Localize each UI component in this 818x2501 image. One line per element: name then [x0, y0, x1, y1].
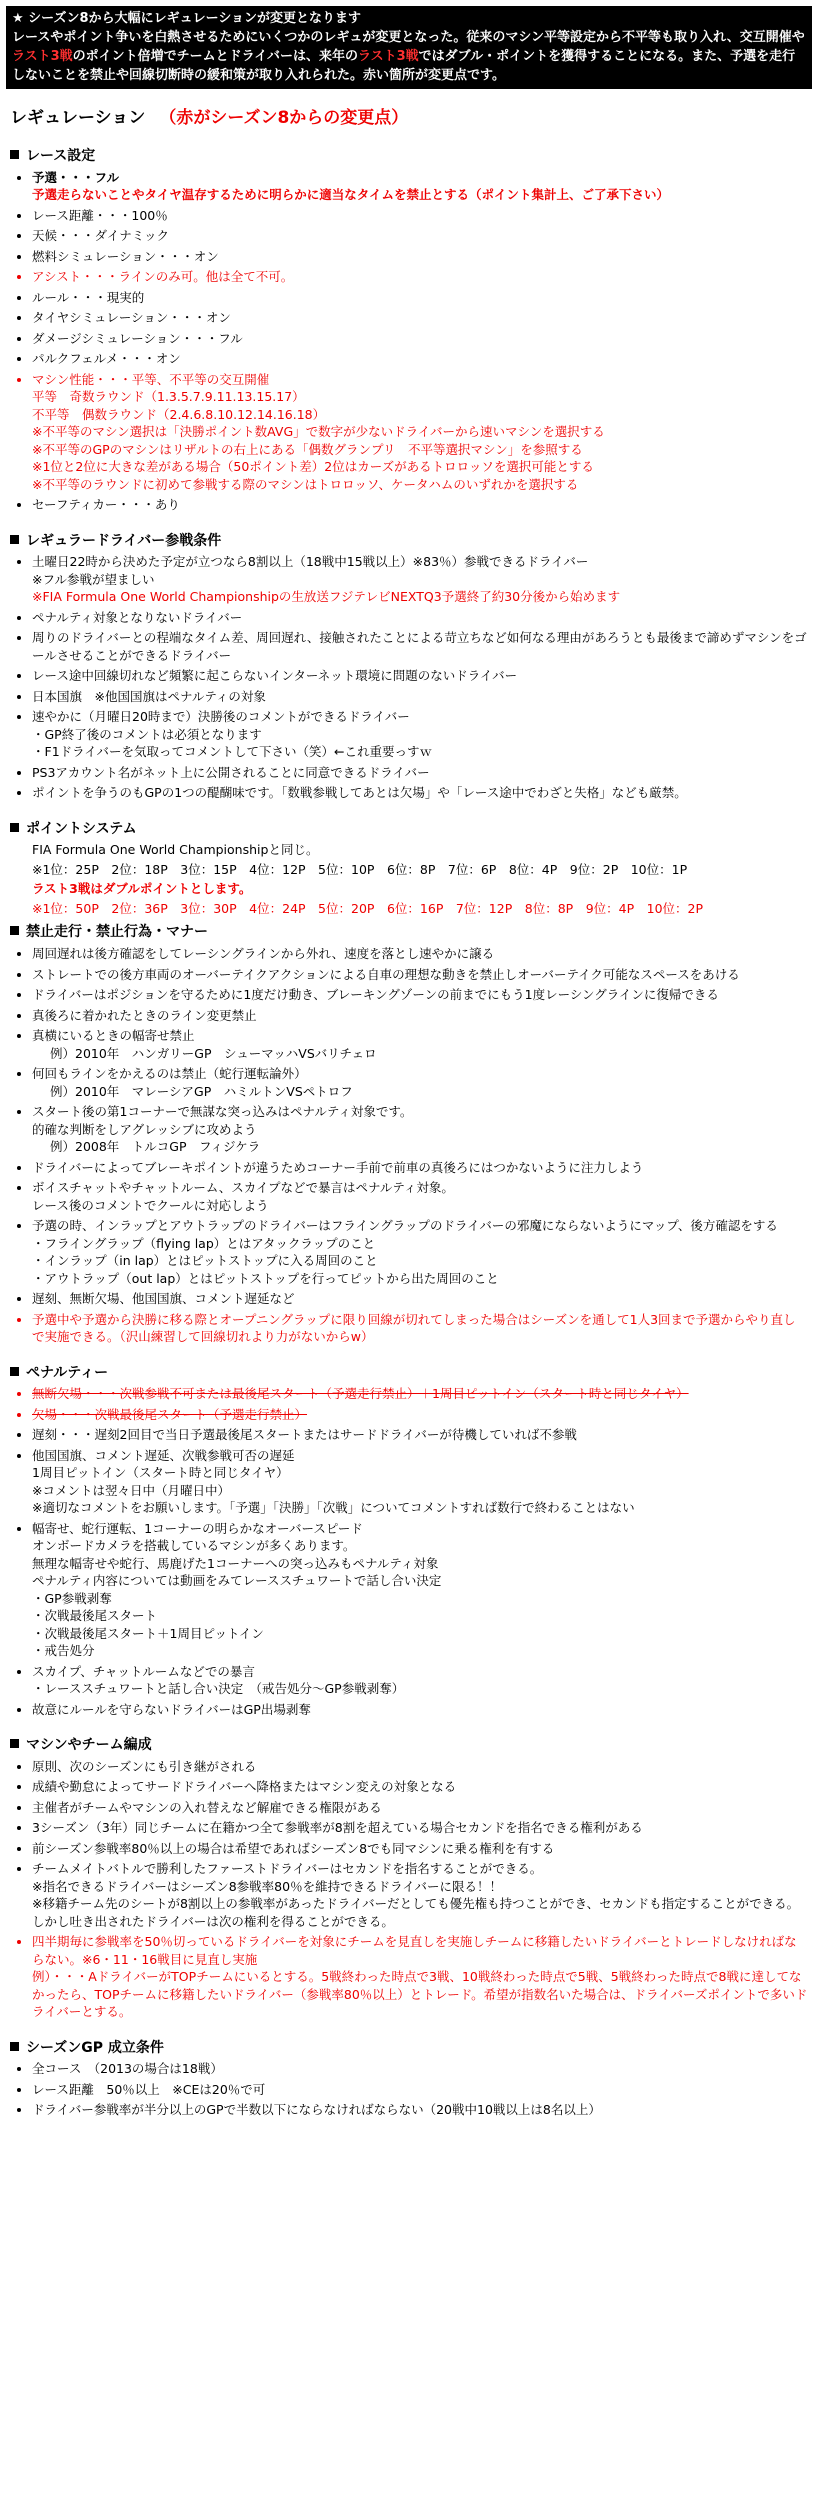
points-table-normal: ※1位：25P 2位：18P 3位：15P 4位：12P 5位：10P 6位：8P 7位：6P 8位：4P 9位：2P 10位：1P — [32, 861, 688, 877]
list-item: • 遅刻、無断欠場、他国国旗、コメント遅延など — [32, 1290, 808, 1308]
square-bullet-icon — [10, 823, 19, 832]
page-title-note: （赤がシーズン8からの変更点） — [159, 108, 409, 129]
section-manners — [10, 923, 808, 1345]
list-item: • 速やかに（月曜日20時まで）決勝後のコメントができるドライバー ・GP終了後のコメントは必須となります ・F1ドライバーを気取ってコメントして下さい（笑）←これ重要っすｗ — [32, 708, 808, 761]
list-item: • スタート後の第1コーナーで無謀な突っ込みはペナルティ対象です。 的確な判断をしアグレッシブに攻めよう 例）2008年 トルコGP フィジケラ — [32, 1103, 808, 1156]
list-item: • 天候・・・ダイナミック — [32, 227, 808, 245]
manners-list — [10, 945, 808, 1346]
list-item: • ストレートでの後方車両のオーバーテイクアクションによる自車の理想な動きを禁止しオーバーテイク可能なスペースをあける — [32, 966, 808, 984]
section-team — [10, 1736, 808, 2021]
list-item: • 他国国旗、コメント遅延、次戦参戦可否の遅延 1周目ピットイン（スタート時と同じタイヤ） ※コメントは翌々日中（月曜日中） ※適切なコメントをお願いします。「予選」「決勝」「次戦」についてコメントすれば数行で終わることはない — [32, 1447, 808, 1517]
list-item: • 真横にいるときの幅寄せ禁止 例）2010年 ハンガリーGP シューマッハVSバリチェロ — [32, 1027, 808, 1062]
list-item: • ドライバー参戦率が半分以上のGPで半数以下にならなければならない（20戦中10戦以上は8名以上） — [32, 2101, 808, 2119]
list-item: • チームメイトバトルで勝利したファーストドライバーはセカンドを指名することができる。 ※指名できるドライバーはシーズン8参戦率80％を維持できるドライバーに限る！！ ※移籍チーム先のシートが8割以上の参戦率があったドライバーだとしても優先権も持つことができ、セカンドも指定することができる。しかし吐き出されたドライバーは次の権利を得ることができる。 — [32, 1860, 808, 1930]
page-title-main: レギュレーション — [10, 108, 146, 129]
list-item: • 真後ろに着かれたときのライン変更禁止 — [32, 1007, 808, 1025]
list-item: • ペナルティ対象となりないドライバー — [32, 609, 808, 627]
team-list — [10, 1758, 808, 2021]
list-item: • 無断欠場・・・次戦参戦不可または最後尾スタート（予選走行禁止）＋1周目ピットイン（スタート時と同じタイヤ） — [32, 1385, 808, 1403]
list-item: • パルクフェルメ・・・オン — [32, 350, 808, 368]
list-item: • 日本国旗 ※他国国旗はペナルティの対象 — [32, 688, 808, 706]
penalty-list — [10, 1385, 808, 1718]
list-item: • 土曜日22時から決めた予定が立つなら8割以上（18戦中15戦以上）※83％）参戦できるドライバー ※フル参戦が望ましい ※FIA Formula One World Championshipの生放送フジテレビNEXTQ3予選終了約30分後から始めます — [32, 553, 808, 606]
list-item: • 全コース （2013の場合は18戦） — [32, 2060, 808, 2078]
gp-conditions-list — [10, 2060, 808, 2119]
section-heading: シーズンGP 成立条件 — [10, 2039, 808, 2059]
list-item: • 予選の時、インラップとアウトラップのドライバーはフライングラップのドライバーの邪魔にならないようにマップ、後方確認をする ・フライングラップ（flying lap）とはアタックラップのこと ・インラップ（in lap）とはピットストップに入る周回のこと ・アウトラップ（out lap）とはピットストップを行ってピットから出た周回のこと — [32, 1217, 808, 1287]
list-item: • ダメージシミュレーション・・・フル — [32, 330, 808, 348]
list-item: • 3シーズン（3年）同じチームに在籍かつ全て参戦率が8割を超えている場合セカンドを指名できる権利がある — [32, 1819, 808, 1837]
list-item: • 周りのドライバーとの程端なタイム差、周回遅れ、接触されたことによる苛立ちなど如何なる理由があろうとも最後まで諦めずマシンをゴールさせることができるドライバー — [32, 629, 808, 664]
list-item: • 欠場・・・次戦最後尾スタート（予選走行禁止） — [32, 1406, 808, 1424]
points-table-double: ※1位：50P 2位：36P 3位：30P 4位：24P 5位：20P 6位：16P 7位：12P 8位：8P 9位：4P 10位：2P — [32, 900, 704, 916]
notice-box — [6, 6, 812, 89]
list-item: • セーフティカー・・・あり — [32, 496, 808, 514]
square-bullet-icon — [10, 2042, 19, 2051]
list-item: • ドライバーによってブレーキポイントが違うためコーナー手前で前車の真後ろにはつかないように注力しよう — [32, 1159, 808, 1177]
square-bullet-icon — [10, 150, 19, 159]
section-heading: マシンやチーム編成 — [10, 1736, 808, 1756]
list-item: • ルール・・・現実的 — [32, 289, 808, 307]
list-item: • マシン性能・・・平等、不平等の交互開催 平等 奇数ラウンド（1.3.5.7.9.11.13.15.17） 不平等 偶数ラウンド（2.4.6.8.10.12.14.16.18） ※不平等のマシン選択は「決勝ポイント数AVG」で数字が少ないドライバーから速いマシンを選択する ※不平等のGPのマシンはリザルトの右上にある「偶数グランプリ 不平等選択マシン」を参照する ※1位と2位に大きな差がある場合（50ポイント差）2位はカーズがあるトロロッソを選択可能とする ※不平等のラウンドに初めて参戦する際のマシンはトロロッソ、ケータハムのいずれかを選択する — [32, 371, 808, 494]
section-penalty — [10, 1364, 808, 1719]
square-bullet-icon — [10, 1367, 19, 1376]
list-item: • タイヤシミュレーション・・・オン — [32, 309, 808, 327]
section-driver-conditions — [10, 532, 808, 802]
list-item: • 幅寄せ、蛇行運転、1コーナーの明らかなオーバースピード オンボードカメラを搭載しているマシンが多くあります。 無理な幅寄せや蛇行、馬鹿げた1コーナーへの突っ込みもペナルティ対象 ペナルティ内容については動画をみてレーススチュワートで話し合い決定 ・GP参戦剥奪 ・次戦最後尾スタート ・次戦最後尾スタート＋1周目ピットイン ・戒告処分 — [32, 1520, 808, 1660]
race-settings-list — [10, 169, 808, 514]
list-item: • レース途中回線切れなど頻繁に起こらないインターネット環境に問題のないドライバー — [32, 667, 808, 685]
list-item: • アシスト・・・ラインのみ可。他は全て不可。 — [32, 268, 808, 286]
list-item: • レース距離 50％以上 ※CEは20％で可 — [32, 2081, 808, 2099]
list-item: • スカイプ、チャットルームなどでの暴言 ・レーススチュワートと話し合い決定 （戒告処分～GP参戦剥奪） — [32, 1663, 808, 1698]
section-points-system — [10, 820, 808, 918]
section-race-settings — [10, 147, 808, 514]
section-heading: ペナルティー — [10, 1364, 808, 1384]
list-item: • PS3アカウント名がネット上に公開されることに同意できるドライバー — [32, 764, 808, 782]
section-heading: 禁止走行・禁止行為・マナー — [10, 923, 808, 943]
notice-headline: ★ シーズン8から大幅にレギュレーションが変更となります — [12, 11, 362, 26]
page-title — [10, 107, 818, 131]
section-heading: レース設定 — [10, 147, 808, 167]
section-heading: ポイントシステム — [10, 820, 808, 840]
list-item: • 前シーズン参戦率80％以上の場合は希望であればシーズン8でも同マシンに乗る権利を有する — [32, 1840, 808, 1858]
list-item: • 成績や勤怠によってサードドライバーへ降格またはマシン変えの対象となる — [32, 1778, 808, 1796]
points-double-note: ラスト3戦はダブルポイントとします。 — [32, 881, 252, 897]
driver-conditions-list — [10, 553, 808, 802]
list-item: • 主催者がチームやマシンの入れ替えなど解雇できる権限がある — [32, 1799, 808, 1817]
list-item: • ボイスチャットやチャットルーム、スカイプなどで暴言はペナルティ対象。 レース後のコメントでクールに対応しよう — [32, 1179, 808, 1214]
points-description: FIA Formula One World Championshipと同じ。 — [32, 842, 319, 858]
square-bullet-icon — [10, 1739, 19, 1748]
square-bullet-icon — [10, 535, 19, 544]
list-item: • 遅刻・・・遅刻2回目で当日予選最後尾スタートまたはサードドライバーが待機していれば不参戦 — [32, 1426, 808, 1444]
list-item: • 何回もラインをかえるのは禁止（蛇行運転論外） 例）2010年 マレーシアGP ハミルトンVSペトロフ — [32, 1065, 808, 1100]
section-heading: レギュラードライバー参戦条件 — [10, 532, 808, 552]
list-item: • ポイントを争うのもGPの1つの醍醐味です。「数戦参戦してあとは欠場」や「レース途中でわざと失格」なども厳禁。 — [32, 784, 808, 802]
list-item: • 予選中や予選から決勝に移る際とオープニングラップに限り回線が切れてしまった場合はシーズンを通して1人3回まで予選からやり直しで実施できる。（沢山練習して回線切れより力がないからw） — [32, 1311, 808, 1346]
list-item: • 故意にルールを守らないドライバーはGP出場剥奪 — [32, 1701, 808, 1719]
list-item: • ドライバーはポジションを守るために1度だけ動き、ブレーキングゾーンの前までにもう1度レーシングラインに復帰できる — [32, 986, 808, 1004]
section-gp-conditions — [10, 2039, 808, 2119]
list-item: • レース距離・・・100％ — [32, 207, 808, 225]
list-item: • 原則、次のシーズンにも引き継がされる — [32, 1758, 808, 1776]
list-item: • 燃料シミュレーション・・・オン — [32, 248, 808, 266]
notice-body: レースやポイント争いを白熱させるためにいくつかのレギュが変更となった。従来のマシン平等設定から不平等も取り入れ、交互開催やラスト3戦のポイント倍増でチームとドライバーは、来年のラスト3戦ではダブル・ポイントを獲得することになる。また、予選を走行しないことを禁止や回線切断時の緩和策が取り入れられた。赤い箇所が変更点です。 — [12, 29, 805, 83]
list-item: • 周回遅れは後方確認をしてレーシングラインから外れ、速度を落とし速やかに譲る — [32, 945, 808, 963]
square-bullet-icon — [10, 926, 19, 935]
list-item: • 予選・・・フル 予選走らないことやタイヤ温存するために明らかに適当なタイムを禁止とする（ポイント集計上、ご了承下さい） — [32, 169, 808, 204]
list-item: • 四半期毎に参戦率を50％切っているドライバーを対象にチームを見直しを実施しチームに移籍したいドライバーとトレードしなければならない。※6・11・16戦目に見直し実施 例）・・・AドライバーがTOPチームにいるとする。5戦終わった時点で3戦、10戦終わった時点で5戦、5戦終わった時点で8戦に達してなかったら、TOPチームに移籍したいドライバー（参戦率80％以上）とトレード。希望が指数名いた場合は、ドライバーズポイントで多いドライバーとする。 — [32, 1933, 808, 2021]
